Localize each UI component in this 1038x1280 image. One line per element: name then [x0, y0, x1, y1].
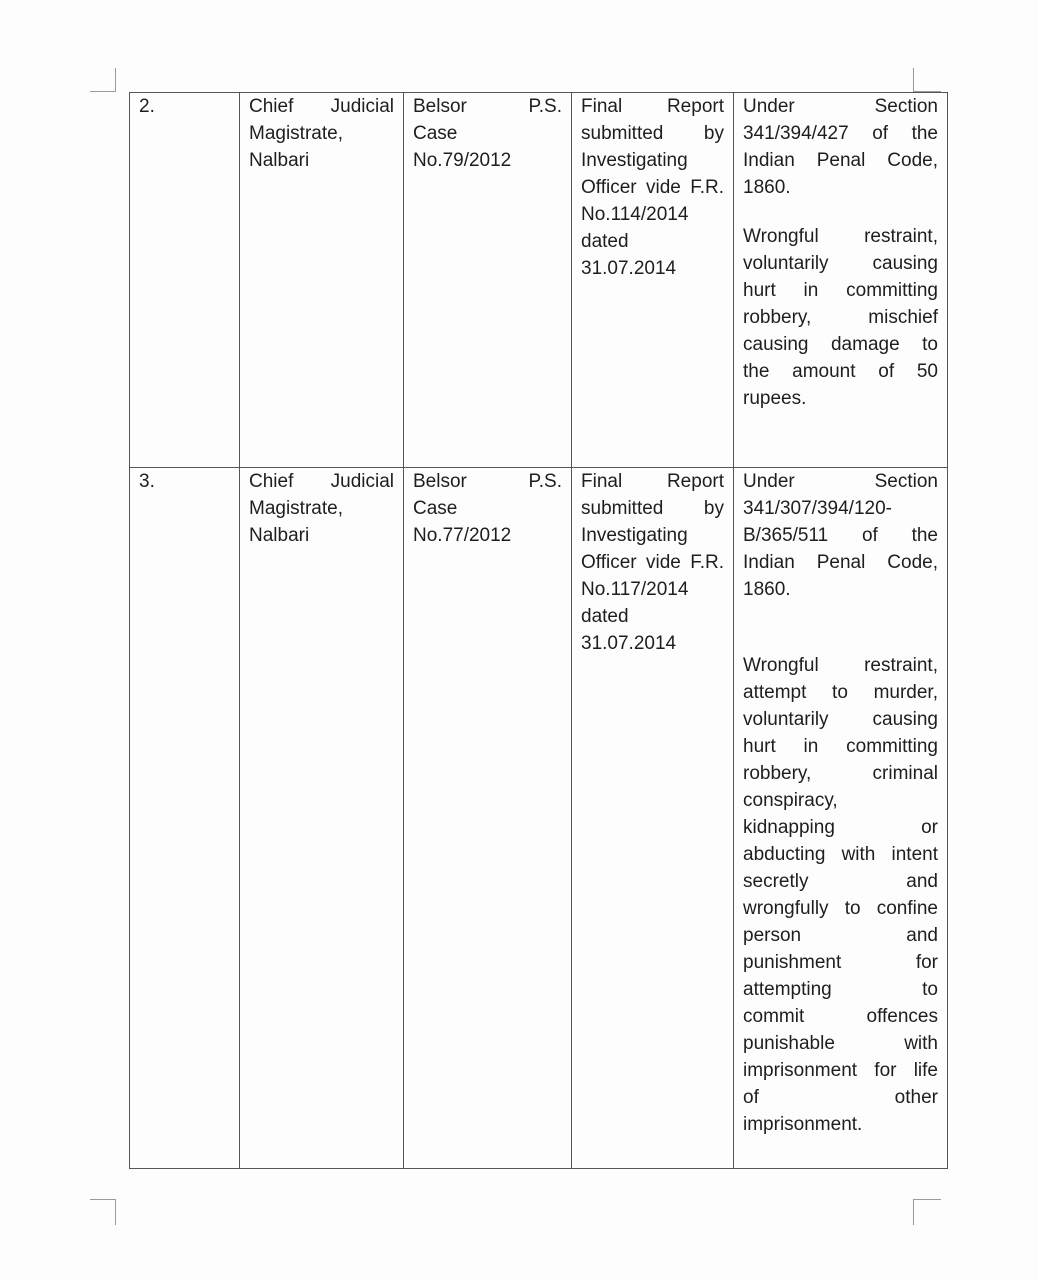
text-line: voluntarily causing — [743, 709, 938, 730]
text-line: No.114/2014 — [581, 204, 689, 225]
text-line: Under Section — [743, 471, 938, 492]
text-line: dated — [581, 231, 629, 252]
serial-number: 2. — [139, 96, 155, 117]
text-line: conspiracy, — [743, 790, 838, 811]
text-line: Officer vide F.R. — [581, 552, 724, 573]
text-line: punishment for — [743, 952, 938, 973]
text-line: 341/307/394/120- — [743, 498, 892, 519]
text-line: Officer vide F.R. — [581, 177, 724, 198]
section-cell — [734, 93, 948, 468]
text-line: attempting to — [743, 979, 938, 1000]
text-line: 31.07.2014 — [581, 258, 677, 279]
text-line: attempt to murder, — [743, 682, 938, 703]
text-line: Nalbari — [249, 150, 310, 171]
text-line: abducting with intent — [743, 844, 938, 865]
crop-mark-bottom-right — [913, 1199, 941, 1225]
text-line: submitted by — [581, 123, 724, 144]
text-line: the amount of 50 — [743, 361, 938, 382]
text-line: Wrongful restraint, — [743, 226, 938, 247]
text-line: secretly and — [743, 871, 938, 892]
final-report-cell — [572, 468, 734, 1169]
text-line: 1860. — [743, 177, 791, 198]
serial-number-cell — [130, 93, 240, 468]
text-line: Magistrate, — [249, 498, 343, 519]
section-cell — [734, 468, 948, 1169]
case-number-cell — [404, 93, 572, 468]
text-line: No.117/2014 — [581, 579, 689, 600]
case-table — [129, 92, 948, 1169]
text-line: Chief Judicial — [249, 471, 394, 492]
text-line: Chief Judicial — [249, 96, 394, 117]
section-text — [743, 93, 938, 201]
crop-mark-top-left — [90, 68, 116, 92]
text-line: Indian Penal Code, — [743, 552, 938, 573]
text-line: voluntarily causing — [743, 253, 938, 274]
text-line: Nalbari — [249, 525, 310, 546]
text-line: Final Report — [581, 471, 724, 492]
text-line: Wrongful restraint, — [743, 655, 938, 676]
text-line: submitted by — [581, 498, 724, 519]
text-line: Belsor P.S. — [413, 96, 562, 117]
text-line: 1860. — [743, 579, 791, 600]
text-line: 31.07.2014 — [581, 633, 677, 654]
section-text — [743, 468, 938, 603]
final-report-cell — [572, 93, 734, 468]
text-line: of other — [743, 1087, 938, 1108]
text-line: Under Section — [743, 96, 938, 117]
text-line: kidnapping or — [743, 817, 938, 838]
text-line: No.79/2012 — [413, 150, 512, 171]
offence-description — [743, 652, 938, 1138]
text-line: robbery, mischief — [743, 307, 938, 328]
text-line: Magistrate, — [249, 123, 343, 144]
case-number-cell — [404, 468, 572, 1169]
text-line: imprisonment. — [743, 1114, 863, 1135]
court-cell — [240, 468, 404, 1169]
serial-number-cell — [130, 468, 240, 1169]
text-line: hurt in committing — [743, 280, 938, 301]
text-line: Investigating — [581, 525, 688, 546]
text-line: Final Report — [581, 96, 724, 117]
text-line: imprisonment for life — [743, 1060, 938, 1081]
text-line: Case — [413, 498, 458, 519]
text-line: person and — [743, 925, 938, 946]
text-line: robbery, criminal — [743, 763, 938, 784]
text-line: No.77/2012 — [413, 525, 512, 546]
text-line: Indian Penal Code, — [743, 150, 938, 171]
crop-mark-top-right — [913, 68, 941, 92]
text-line: rupees. — [743, 388, 807, 409]
text-line: punishable with — [743, 1033, 938, 1054]
text-line: wrongfully to confine — [743, 898, 938, 919]
table-row — [130, 468, 948, 1169]
serial-number: 3. — [139, 471, 155, 492]
text-line: causing damage to — [743, 334, 938, 355]
text-line: Belsor P.S. — [413, 471, 562, 492]
offence-description — [743, 223, 938, 412]
crop-mark-bottom-left — [90, 1199, 116, 1225]
text-line: 341/394/427 of the — [743, 123, 938, 144]
text-line: hurt in committing — [743, 736, 938, 757]
court-cell — [240, 93, 404, 468]
text-line: B/365/511 of the — [743, 525, 938, 546]
text-line: Case — [413, 123, 458, 144]
text-line: Investigating — [581, 150, 688, 171]
text-line: commit offences — [743, 1006, 938, 1027]
text-line: dated — [581, 606, 629, 627]
table-row — [130, 93, 948, 468]
